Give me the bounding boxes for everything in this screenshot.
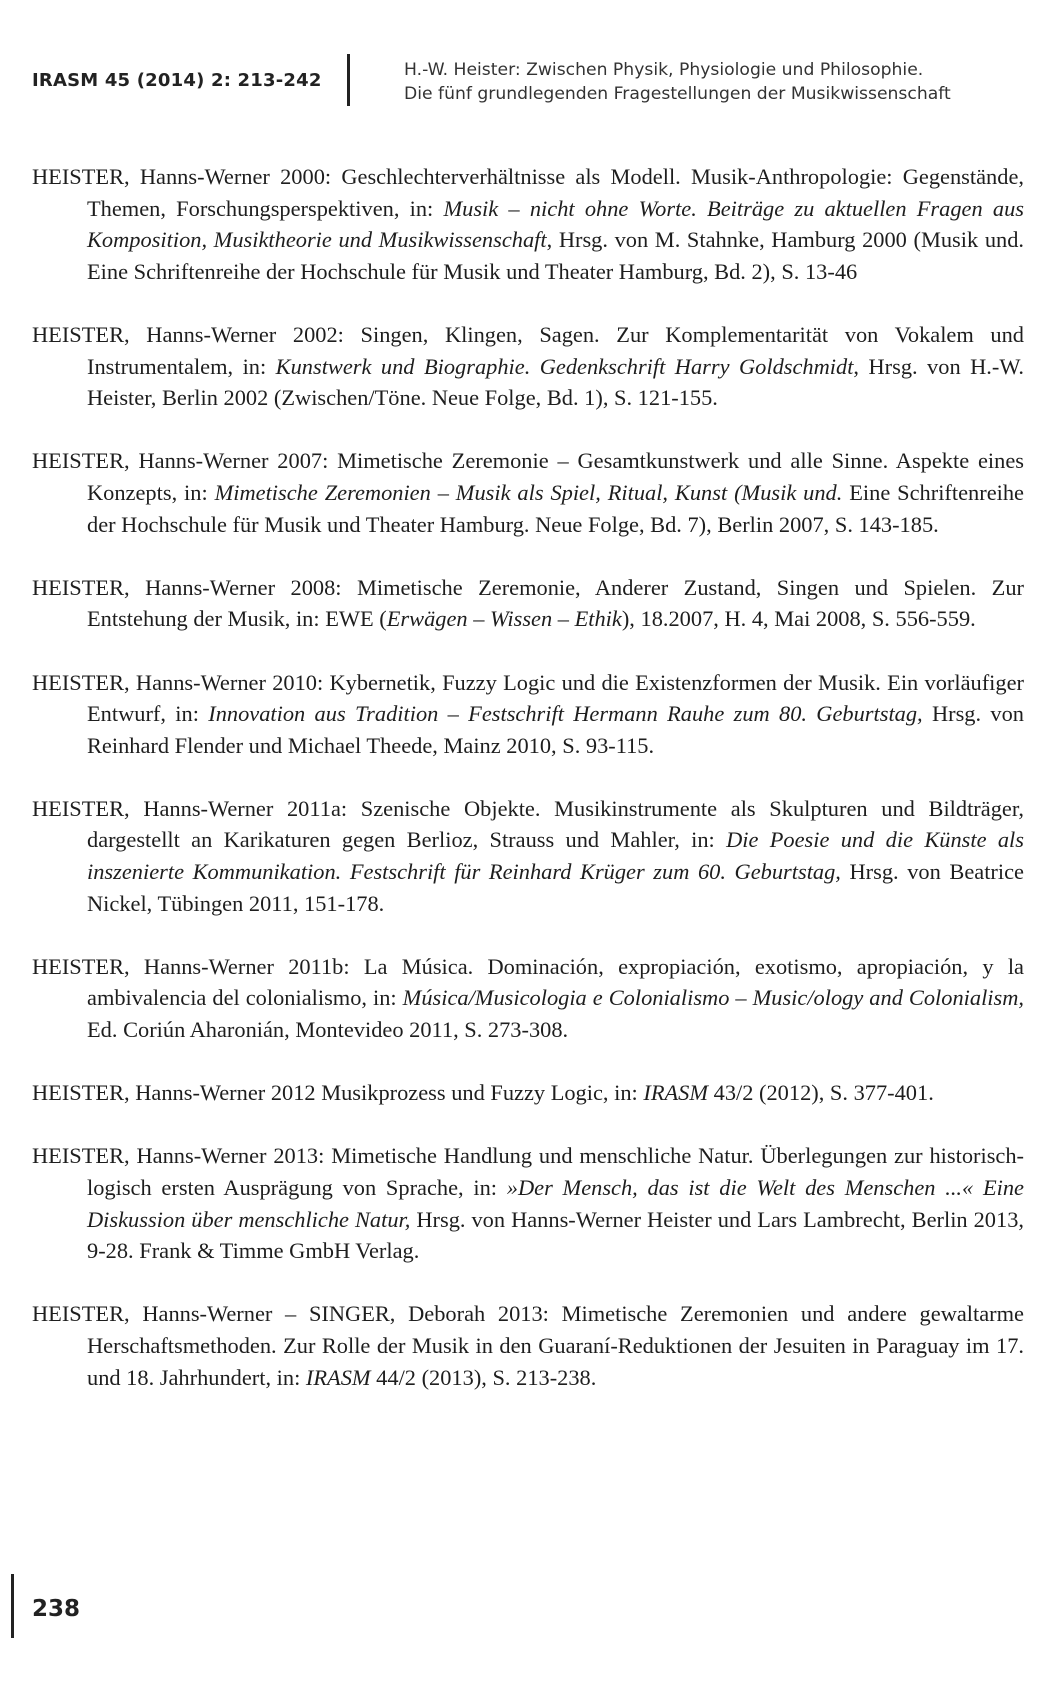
reference-text: HEISTER, Hanns-Werner 2013: Mimetische Handlung und menschliche Natur. Überlegungen zur historisch-logisch ersten Ausprägung von Sprache, in: [32,1143,1024,1200]
reference-entry [32,1140,1024,1266]
reference-details: , Hrsg. von H.-W. Heister, Berlin 2002 (Zwischen/Töne. Neue Folge, Bd. 1), S. 121-155. [87,353,1024,411]
reference-text: HEISTER, Hanns-Werner 2007: Mimetische Zeremonie – Gesamtkunstwerk und alle Sinne. Aspekte eines Konzepts, in: [32,448,1024,505]
reference-details: , Hrsg. von M. Stahnke, Hamburg 2000 (Musik und. Eine Schriftenreihe der Hochschule für Musik und Theater Hamburg, Bd. 2), S. 13-46 [87,227,1024,284]
page-header [0,0,1064,120]
footer-divider [11,1574,14,1638]
reference-text: HEISTER, Hanns-Werner 2010: Kybernetik, Fuzzy Logic und die Existenzformen der Musik. Ein vorläufiger Entwurf, in: [32,669,1024,727]
reference-text: HEISTER, Hanns-Werner 2002: Singen, Klingen, Sagen. Zur Komplementarität von Vokalem und Instrumentalem, in: [32,321,1024,379]
reference-title: Musik – nicht ohne Worte. Beiträge zu aktuellen Fragen aus Komposition, Musiktheorie und Musikwissenschaft [87,195,1024,253]
reference-details: Hrsg. von Beatrice Nickel, Tübingen 2011, 151-178. [87,859,1024,916]
header-divider [347,54,350,106]
running-title-line-1: H.-W. Heister: Zwischen Physik, Physiologie und Philosophie. [404,60,924,80]
reference-list [32,161,1024,1425]
reference-text: HEISTER, Hanns-Werner 2000: Geschlechterverhältnisse als Modell. Musik-Anthropologie: Gegenstände, Themen, Forschungsperspektiven, in: [32,164,1024,221]
reference-text: HEISTER, Hanns-Werner 2011a: Szenische Objekte. Musikinstrumente als Skulpturen und Bildträger, dargestellt an Karikaturen gegen Berlioz, Strauss und Mahler, in: [32,795,1024,853]
reference-details: Ed. Coriún Aharonián, Montevideo 2011, S. 273-308. [87,1017,569,1043]
reference-details: Hrsg. von Hanns-Werner Heister und Lars Lambrecht, Berlin 2013, 9-28. Frank & Timme GmbH Verlag. [87,1206,1024,1264]
reference-title: Erwägen – Wissen – Ethik [386,606,622,632]
reference-title: »Der Mensch, das ist die Welt des Menschen ...« Eine Diskussion über menschliche Natur, [87,1175,1024,1232]
reference-title: Die Poesie und die Künste als inszenierte Kommunikation. Festschrift für Reinhard Krüger zum 60. Geburtstag, [87,827,1024,885]
reference-details: ), 18.2007, H. 4, Mai 2008, S. 556-559. [621,606,976,632]
reference-text: HEISTER, Hanns-Werner 2008: Mimetische Zeremonie, Anderer Zustand, Singen und Spielen. Zur Entstehung der Musik, in: EWE ( [32,574,1024,632]
reference-text: HEISTER, Hanns-Werner 2012 Musikprozess und Fuzzy Logic, in: [32,1080,644,1106]
reference-entry [32,572,1024,635]
journal-reference: IRASM 45 (2014) 2: 213-242 [32,70,322,91]
reference-entry [32,445,1024,540]
reference-title: Innovation aus Tradition – Festschrift Hermann Rauhe zum 80. Geburtstag, [208,701,923,727]
reference-entry [32,951,1024,1046]
reference-entry [32,1298,1024,1393]
reference-entry [32,1077,1024,1109]
reference-details: 44/2 (2013), S. 213-238. [370,1364,597,1390]
reference-entry [32,319,1024,414]
reference-title: Kunstwerk und Biographie. Gedenkschrift Harry Goldschmidt [275,353,854,379]
reference-title: Música/Musicologia e Colonialismo – Music/ology and Colonialism, [402,985,1024,1011]
reference-entry [32,667,1024,762]
reference-details: Hrsg. von Reinhard Flender und Michael Theede, Mainz 2010, S. 93-115. [87,701,1024,758]
reference-title: IRASM [305,1364,371,1390]
running-title [404,58,951,106]
running-title-line-2: Die fünf grundlegenden Fragestellungen der Musikwissenschaft [404,84,951,104]
reference-details: Eine Schriftenreihe der Hochschule für Musik und Theater Hamburg. Neue Folge, Bd. 7), Berlin 2007, S. 143-185. [87,479,1024,537]
reference-text: HEISTER, Hanns-Werner – SINGER, Deborah 2013: Mimetische Zeremonien und andere gewaltarme Herschaftsmethoden. Zur Rolle der Musik in den Guaraní-Reduktionen der Jesuiten in Paraguay im 17. und 18. Jahrhundert, in: [32,1301,1024,1390]
reference-title: IRASM [643,1080,709,1106]
reference-title: Mimetische Zeremonien – Musik als Spiel, Ritual, Kunst (Musik und. [214,479,843,505]
reference-entry [32,161,1024,287]
reference-details: 43/2 (2012), S. 377-401. [708,1080,934,1106]
page-number: 238 [32,1596,81,1622]
reference-text: HEISTER, Hanns-Werner 2011b: La Música. Dominación, expropiación, exotismo, apropiación, y la ambivalencia del colonialismo, in: [32,953,1024,1011]
reference-entry [32,793,1024,919]
